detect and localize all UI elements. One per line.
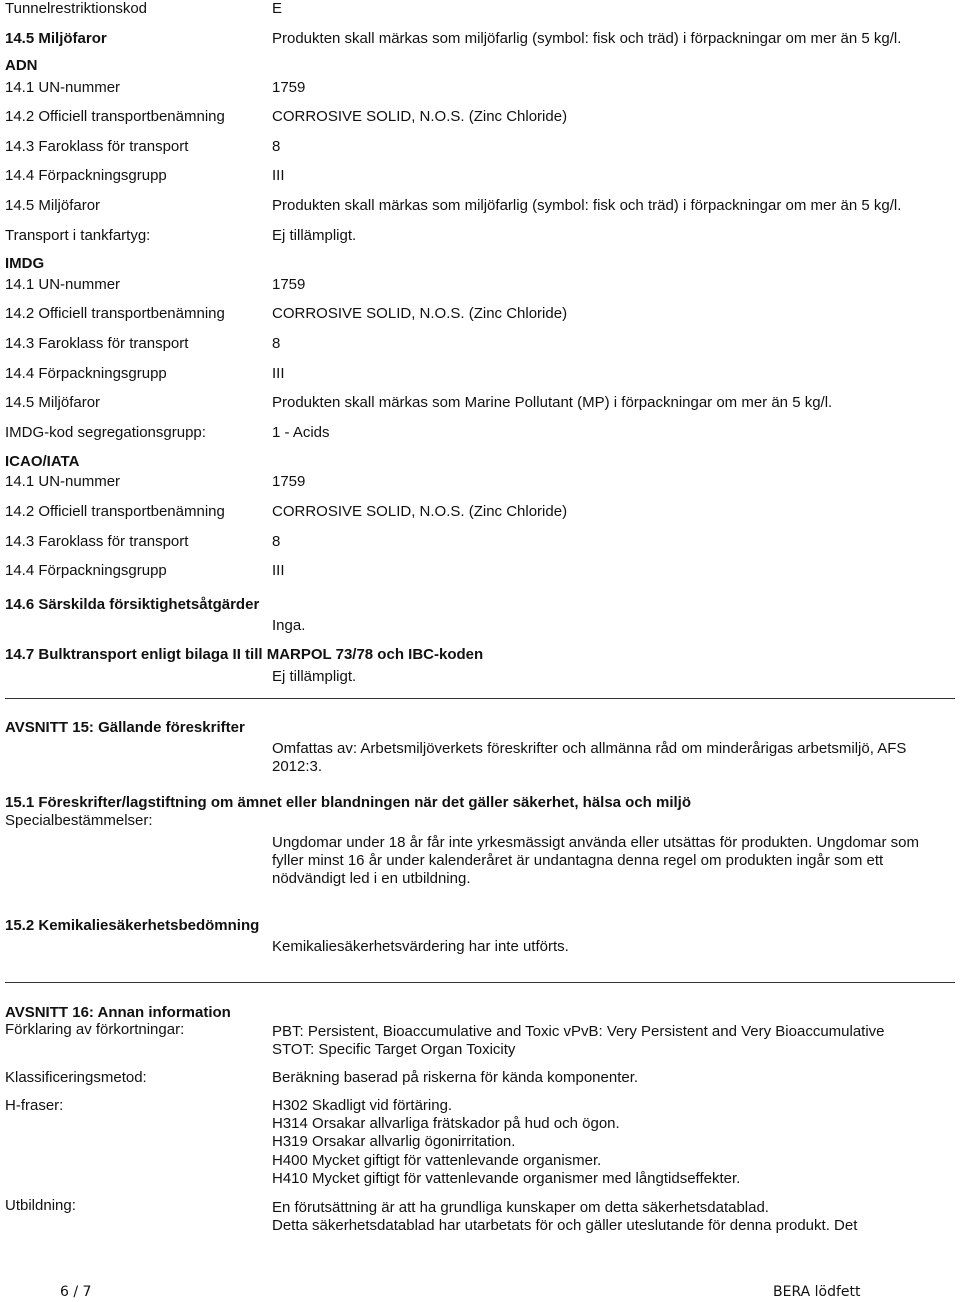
adn-pack-value: III xyxy=(272,167,285,184)
abbr-label: Förklaring av förkortningar: xyxy=(5,1021,185,1038)
footer-brand: BERA lödfett xyxy=(773,1284,861,1300)
adn-heading: ADN xyxy=(5,57,38,74)
sec16-heading: AVSNITT 16: Annan information xyxy=(5,1004,231,1021)
icao-un-label: 14.1 UN-nummer xyxy=(5,473,121,490)
special-label: Specialbestämmelser: xyxy=(5,812,153,829)
adn-pack-label: 14.4 Förpackningsgrupp xyxy=(5,167,167,184)
env-label-top: 14.5 Miljöfaror xyxy=(5,30,107,47)
abbr-line1: PBT: Persistent, Bioaccumulative and Toxic vPvB: Very Persistent and Very Bioaccumulative xyxy=(272,1023,885,1040)
page-number: 6 / 7 xyxy=(60,1284,92,1300)
s147-heading: 14.7 Bulktransport enligt bilaga II till MARPOL 73/78 och IBC-koden xyxy=(5,646,484,663)
s147-value: Ej tillämpligt. xyxy=(272,668,357,685)
icao-class-label: 14.3 Faroklass för transport xyxy=(5,533,189,550)
imdg-name-value: CORROSIVE SOLID, N.O.S. (Zinc Chloride) xyxy=(272,305,568,322)
s146-value: Inga. xyxy=(272,617,306,634)
adn-env-label: 14.5 Miljöfaror xyxy=(5,197,101,214)
icao-name-value: CORROSIVE SOLID, N.O.S. (Zinc Chloride) xyxy=(272,503,568,520)
special-text: Ungdomar under 18 år får inte yrkesmässigt använda eller utsättas för produkten. Ungdomar som fyller minst 16 år under kalenderåret är undantagna denna regel om produkten ingår som ett nödvändigt led i en utbildning. xyxy=(272,834,919,887)
section-divider-16 xyxy=(5,982,955,983)
class-method-text: Beräkning baserad på riskerna för kända komponenter. xyxy=(272,1069,639,1086)
h-phrases-label: H-fraser: xyxy=(5,1097,64,1114)
icao-un-value: 1759 xyxy=(272,473,306,490)
adn-class-value: 8 xyxy=(272,138,281,155)
adn-un-value: 1759 xyxy=(272,79,306,96)
icao-pack-value: III xyxy=(272,562,285,579)
h-phrase-4: H400 Mycket giftigt för vattenlevande organismer. xyxy=(272,1152,602,1169)
imdg-pack-value: III xyxy=(272,365,285,382)
education-line1: En förutsättning är att ha grundliga kunskaper om detta säkerhetsdatablad. xyxy=(272,1199,769,1216)
adn-tank-value: Ej tillämpligt. xyxy=(272,227,357,244)
env-text-top: Produkten skall märkas som miljöfarlig (symbol: fisk och träd) i förpackningar om mer än 5 kg/l. xyxy=(272,30,902,47)
imdg-pack-label: 14.4 Förpackningsgrupp xyxy=(5,365,167,382)
abbr-line2: STOT: Specific Target Organ Toxicity xyxy=(272,1041,516,1058)
tunnel-label: Tunnelrestriktionskod xyxy=(5,0,148,17)
imdg-un-label: 14.1 UN-nummer xyxy=(5,276,121,293)
s146-heading: 14.6 Särskilda försiktighetsåtgärder xyxy=(5,596,260,613)
class-method-label: Klassificeringsmetod: xyxy=(5,1069,147,1086)
imdg-un-value: 1759 xyxy=(272,276,306,293)
education-label: Utbildning: xyxy=(5,1197,76,1214)
adn-name-label: 14.2 Officiell transportbenämning xyxy=(5,108,225,125)
h-phrase-2: H314 Orsakar allvarliga frätskador på hud och ögon. xyxy=(272,1115,620,1132)
sec15-heading: AVSNITT 15: Gällande föreskrifter xyxy=(5,719,245,736)
education-line2: Detta säkerhetsdatablad har utarbetats för och gäller uteslutande för denna produkt. Det xyxy=(272,1217,858,1234)
icao-heading: ICAO/IATA xyxy=(5,453,80,470)
sec152-heading: 15.2 Kemikaliesäkerhetsbedömning xyxy=(5,917,260,934)
icao-class-value: 8 xyxy=(272,533,281,550)
h-phrase-1: H302 Skadligt vid förtäring. xyxy=(272,1097,453,1114)
imdg-env-text: Produkten skall märkas som Marine Pollutant (MP) i förpackningar om mer än 5 kg/l. xyxy=(272,394,833,411)
imdg-heading: IMDG xyxy=(5,255,45,272)
imdg-env-label: 14.5 Miljöfaror xyxy=(5,394,101,411)
sec15-omfattas: Omfattas av: Arbetsmiljöverkets föreskrifter och allmänna råd om minderårigas arbetsmiljö, AFS 2012:3. xyxy=(272,740,907,775)
icao-name-label: 14.2 Officiell transportbenämning xyxy=(5,503,225,520)
icao-pack-label: 14.4 Förpackningsgrupp xyxy=(5,562,167,579)
h-phrase-3: H319 Orsakar allvarlig ögonirritation. xyxy=(272,1133,516,1150)
h-phrase-5: H410 Mycket giftigt för vattenlevande organismer med långtidseffekter. xyxy=(272,1170,741,1187)
imdg-seg-label: IMDG-kod segregationsgrupp: xyxy=(5,424,206,441)
section-divider-15 xyxy=(5,698,955,699)
imdg-name-label: 14.2 Officiell transportbenämning xyxy=(5,305,225,322)
adn-tank-label: Transport i tankfartyg: xyxy=(5,227,151,244)
tunnel-value: E xyxy=(272,0,283,17)
adn-env-text: Produkten skall märkas som miljöfarlig (symbol: fisk och träd) i förpackningar om mer än 5 kg/l. xyxy=(272,197,902,214)
adn-class-label: 14.3 Faroklass för transport xyxy=(5,138,189,155)
imdg-class-value: 8 xyxy=(272,335,281,352)
imdg-seg-value: 1 - Acids xyxy=(272,424,330,441)
adn-un-label: 14.1 UN-nummer xyxy=(5,79,121,96)
adn-name-value: CORROSIVE SOLID, N.O.S. (Zinc Chloride) xyxy=(272,108,568,125)
sec152-text: Kemikaliesäkerhetsvärdering har inte utförts. xyxy=(272,938,569,955)
imdg-class-label: 14.3 Faroklass för transport xyxy=(5,335,189,352)
sec151-heading: 15.1 Föreskrifter/lagstiftning om ämnet eller blandningen när det gäller säkerhet, hälsa och miljö xyxy=(5,794,692,811)
